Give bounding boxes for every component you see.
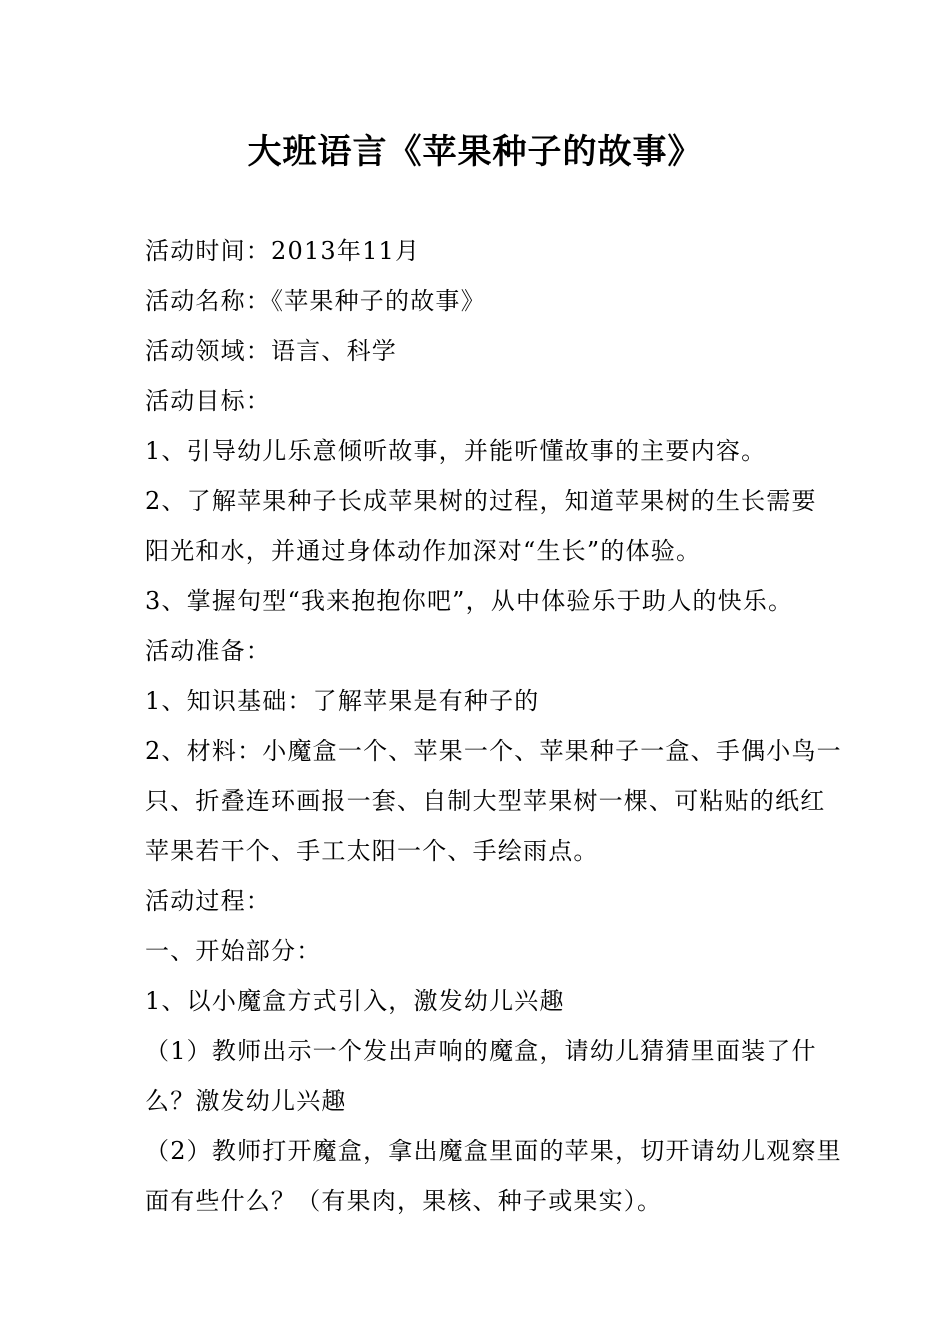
document-body (145, 226, 842, 1226)
prep-2-line: 2、材料：小魔盒一个、苹果一个、苹果种子一盒、手偶小鸟一 (145, 737, 842, 765)
goal-2-line: 2、了解苹果种子长成苹果树的过程，知道苹果树的生长需要 (145, 487, 817, 515)
section-1-heading: 一、开始部分： (145, 937, 322, 965)
prep-1-line: 1、知识基础：了解苹果是有种子的 (145, 687, 540, 715)
step-1-1-line-cont: 么？激发幼儿兴趣 (145, 1087, 347, 1115)
goal-2-line-cont: 阳光和水，并通过身体动作加深对“生长”的体验。 (145, 537, 702, 565)
step-1-1-line: （1）教师出示一个发出声响的魔盒，请幼儿猜猜里面装了什 (145, 1037, 817, 1065)
goal-1-line: 1、引导幼儿乐意倾听故事，并能听懂故事的主要内容。 (145, 437, 767, 465)
step-1-2-line-cont: 面有些什么？（有果肉，果核、种子或果实）。 (145, 1187, 663, 1215)
step-1-line: 1、以小魔盒方式引入，激发幼儿兴趣 (145, 987, 565, 1015)
activity-name-line: 活动名称：《苹果种子的故事》 (145, 287, 486, 315)
prep-2-line-cont: 只、折叠连环画报一套、自制大型苹果树一棵、可粘贴的纸红 (145, 787, 826, 815)
prep-2-line-cont-2: 苹果若干个、手工太阳一个、手绘雨点。 (145, 837, 599, 865)
goal-3-line: 3、掌握句型“我来抱抱你吧”，从中体验乐于助人的快乐。 (145, 587, 794, 615)
step-1-2-line: （2）教师打开魔盒，拿出魔盒里面的苹果，切开请幼儿观察里 (145, 1137, 842, 1165)
activity-goals-heading: 活动目标： (145, 387, 271, 415)
activity-process-heading: 活动过程： (145, 887, 271, 915)
document-title: 大班语言《苹果种子的故事》 (247, 132, 703, 172)
activity-prep-heading: 活动准备： (145, 637, 271, 665)
activity-time-line: 活动时间：2013年11月 (145, 237, 421, 265)
activity-domain-line: 活动领域：语言、科学 (145, 337, 397, 365)
